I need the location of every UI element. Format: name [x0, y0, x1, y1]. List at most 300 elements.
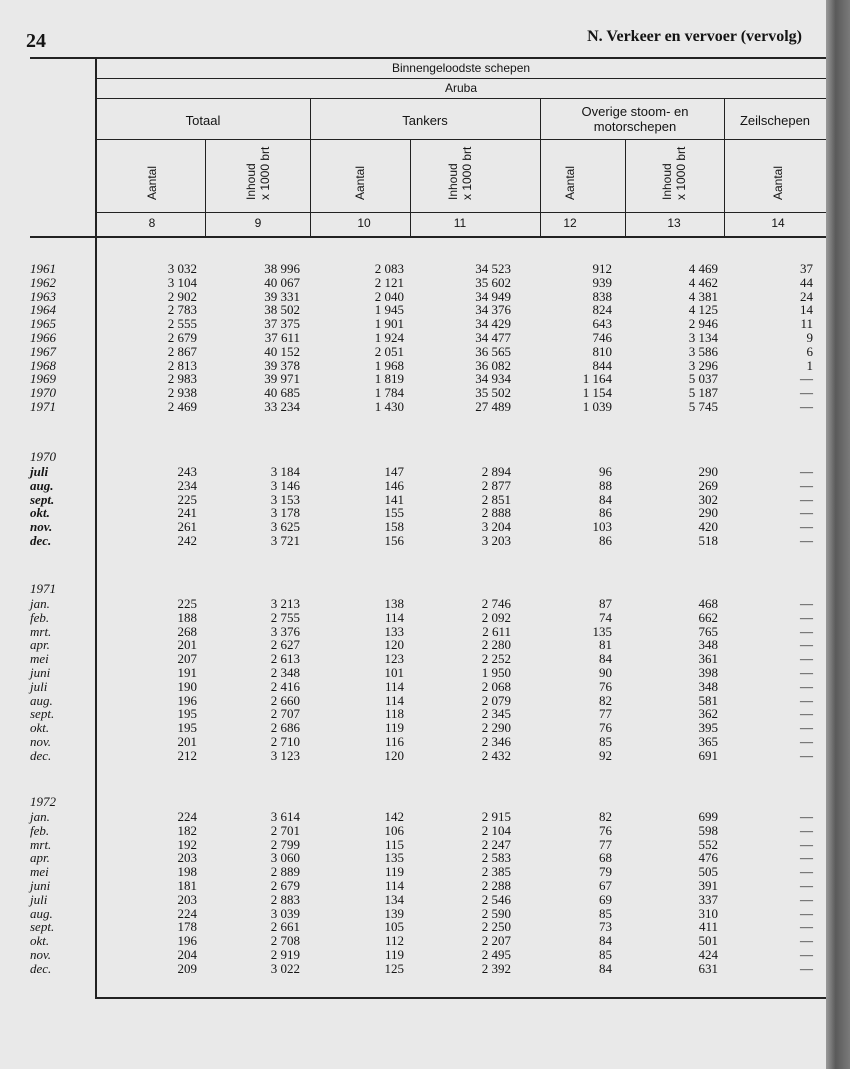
- table-cell: 2 613: [270, 651, 300, 667]
- table-cell: 3 184: [270, 464, 300, 479]
- table-cell: 74: [599, 609, 612, 625]
- table-cell: 2 707: [270, 706, 300, 722]
- column-label-line1: Inhoud: [244, 163, 258, 200]
- table-cell: 155: [384, 505, 404, 521]
- table-cell: 746: [592, 330, 612, 345]
- table-cell: —: [800, 491, 813, 507]
- row-label: sept.: [30, 706, 55, 722]
- table-cell: 3 134: [688, 330, 718, 345]
- row-label: mei: [30, 864, 49, 880]
- table-cell: 365: [698, 734, 718, 749]
- column-number: 14: [771, 216, 785, 230]
- table-cell: 337: [698, 891, 718, 907]
- row-label: juni: [30, 878, 51, 893]
- table-cell: 39 378: [264, 357, 300, 373]
- table-cell: 2 813: [167, 357, 197, 373]
- table-cell: 3 296: [688, 357, 718, 373]
- table-cell: 81: [599, 637, 612, 653]
- table-cell: 105: [384, 919, 404, 935]
- row-label: 1964: [30, 302, 56, 318]
- subgroup-header: Aruba: [444, 81, 478, 95]
- row-label: okt.: [30, 720, 50, 736]
- table-cell: 662: [698, 609, 718, 625]
- table-cell: 691: [698, 747, 718, 763]
- table-cell: 268: [177, 623, 197, 639]
- table-cell: —: [800, 678, 813, 694]
- page-number: 24: [26, 30, 46, 52]
- table-cell: 225: [177, 491, 197, 507]
- row-label: dec.: [30, 747, 52, 763]
- table-cell: 224: [177, 809, 197, 824]
- table-cell: 201: [177, 734, 197, 749]
- table-cell: 3 203: [481, 533, 511, 548]
- table-cell: 38 996: [264, 261, 300, 276]
- table-cell: 134: [384, 891, 404, 907]
- row-label: juli: [30, 678, 48, 694]
- table-cell: —: [800, 850, 813, 866]
- row-label: apr.: [30, 637, 50, 653]
- table-cell: 84: [599, 491, 612, 507]
- table-cell: 35 502: [475, 385, 511, 401]
- table-cell: —: [800, 836, 813, 852]
- table-cell: 391: [698, 878, 718, 893]
- table-cell: —: [800, 734, 813, 749]
- table-cell: —: [800, 371, 813, 387]
- table-cell: 476: [698, 850, 718, 866]
- row-label: nov.: [30, 947, 52, 962]
- table-cell: 33 234: [264, 399, 300, 414]
- table-cell: 699: [698, 809, 718, 824]
- table-cell: 2 889: [270, 864, 300, 880]
- table-cell: 36 082: [475, 357, 511, 373]
- table-cell: 69: [599, 891, 612, 907]
- table-cell: 810: [592, 343, 612, 359]
- table-cell: 5 745: [688, 399, 718, 414]
- block-heading: 1972: [30, 794, 56, 809]
- column-label-9: [244, 147, 272, 200]
- table-cell: 86: [599, 505, 612, 521]
- table-cell: 37 375: [264, 316, 300, 332]
- table-cell: 37 611: [264, 330, 300, 345]
- table-cell: 505: [698, 864, 718, 880]
- row-label: jan.: [30, 596, 50, 611]
- table-cell: 518: [698, 533, 718, 548]
- column-label-line2: x 1000 brt: [460, 146, 474, 200]
- table-cell: —: [800, 477, 813, 493]
- table-cell: 3 022: [270, 960, 300, 976]
- table-cell: 2 348: [270, 665, 300, 680]
- table-cell: 4 469: [688, 261, 718, 276]
- table-cell: 2 888: [481, 505, 511, 521]
- table-cell: 1 950: [481, 665, 511, 680]
- table-cell: 1 819: [374, 371, 404, 387]
- table-cell: 5 037: [688, 371, 718, 387]
- section-header-totaal: Totaal: [185, 113, 221, 128]
- table-cell: —: [800, 637, 813, 653]
- table-cell: 424: [698, 947, 718, 962]
- table-cell: 2 915: [481, 809, 511, 824]
- table-cell: 2 051: [374, 343, 404, 359]
- row-label: feb.: [30, 609, 50, 625]
- column-label-line2: x 1000 brt: [674, 146, 688, 200]
- table-cell: 2 679: [270, 878, 300, 893]
- table-cell: —: [800, 747, 813, 763]
- table-cell: 2 392: [481, 960, 511, 976]
- table-cell: 196: [177, 933, 197, 949]
- table-cell: 85: [599, 905, 612, 921]
- table-cell: 3 153: [270, 491, 300, 507]
- table-cell: 420: [698, 519, 718, 535]
- table-cell: 1 945: [374, 302, 404, 318]
- table-cell: 76: [599, 678, 612, 694]
- table-cell: 302: [698, 491, 718, 507]
- table-cell: 92: [599, 747, 612, 763]
- table-cell: 135: [592, 623, 612, 639]
- table-cell: 118: [384, 706, 404, 722]
- table-cell: 119: [384, 947, 404, 962]
- table-cell: —: [800, 919, 813, 935]
- table-cell: 158: [384, 519, 404, 535]
- table-cell: 2 079: [481, 692, 511, 708]
- table-cell: 501: [698, 933, 718, 949]
- table-cell: 2 851: [481, 491, 511, 507]
- table-cell: 88: [599, 477, 612, 493]
- table-cell: 116: [384, 734, 404, 749]
- table-cell: 3 123: [270, 747, 300, 763]
- table-cell: 120: [384, 637, 404, 653]
- table-cell: 195: [177, 706, 197, 722]
- column-number: 11: [453, 216, 467, 230]
- rule-col-2: [410, 139, 411, 236]
- table-cell: 824: [592, 302, 612, 318]
- table-cell: 14: [800, 302, 813, 318]
- row-label: 1969: [30, 371, 56, 387]
- table-cell: —: [800, 651, 813, 667]
- table-cell: 2 345: [481, 706, 511, 722]
- section-header-overige: Overige stoom- en motorschepen: [581, 104, 689, 134]
- table-cell: 138: [384, 596, 404, 611]
- row-label: 1967: [30, 343, 56, 359]
- row-label: 1966: [30, 330, 56, 345]
- rule-group: [96, 78, 826, 79]
- table-cell: 2 919: [270, 947, 300, 962]
- table-cell: —: [800, 905, 813, 921]
- table-cell: 2 346: [481, 734, 511, 749]
- table-cell: 34 523: [475, 261, 511, 276]
- table-cell: 84: [599, 651, 612, 667]
- table-cell: 552: [698, 836, 718, 852]
- table-cell: 34 934: [475, 371, 511, 387]
- table-cell: 198: [177, 864, 197, 880]
- table-cell: 2 250: [481, 919, 511, 935]
- table-cell: 196: [177, 692, 197, 708]
- table-cell: 2 783: [167, 302, 197, 318]
- table-cell: 581: [698, 692, 718, 708]
- table-cell: —: [800, 609, 813, 625]
- table-cell: 2 686: [270, 720, 300, 736]
- column-label-line1: Aantal: [563, 165, 577, 200]
- table-cell: 348: [698, 678, 718, 694]
- table-cell: 269: [698, 477, 718, 493]
- table-cell: 912: [592, 261, 612, 276]
- table-cell: 147: [384, 464, 404, 479]
- table-cell: 1 039: [582, 399, 612, 414]
- column-label-14: [771, 166, 785, 200]
- table-cell: 3 614: [270, 809, 300, 824]
- row-label: aug.: [30, 477, 54, 493]
- table-cell: 142: [384, 809, 404, 824]
- block-heading: 1971: [30, 581, 56, 596]
- table-cell: 939: [592, 274, 612, 290]
- row-label: okt.: [30, 933, 50, 949]
- table-cell: 40 152: [264, 343, 300, 359]
- table-cell: 190: [177, 678, 197, 694]
- table-cell: 2 627: [270, 637, 300, 653]
- table-cell: 3 060: [270, 850, 300, 866]
- table-cell: 1 968: [374, 357, 404, 373]
- table-cell: 125: [384, 960, 404, 976]
- row-label: jan.: [30, 809, 50, 824]
- table-cell: 395: [698, 720, 718, 736]
- table-cell: —: [800, 399, 813, 414]
- table-cell: 36 565: [475, 343, 511, 359]
- table-cell: 39 331: [264, 288, 300, 304]
- table-cell: 844: [592, 357, 612, 373]
- table-cell: 114: [384, 678, 404, 694]
- table-cell: 39 971: [264, 371, 300, 387]
- row-label: aug.: [30, 692, 53, 708]
- table-cell: 2 207: [481, 933, 511, 949]
- column-number: 10: [357, 216, 371, 230]
- column-number: 12: [563, 216, 577, 230]
- table-cell: 225: [177, 596, 197, 611]
- table-cell: —: [800, 692, 813, 708]
- rule-subgroup: [96, 98, 826, 99]
- table-cell: 362: [698, 706, 718, 722]
- table-cell: 2 092: [481, 609, 511, 625]
- table-cell: 34 376: [475, 302, 511, 318]
- table-cell: 1 430: [374, 399, 404, 414]
- table-cell: —: [800, 623, 813, 639]
- table-cell: 2 902: [167, 288, 197, 304]
- table-cell: 361: [698, 651, 718, 667]
- table-cell: 2 040: [374, 288, 404, 304]
- table-cell: 3 032: [167, 261, 197, 276]
- table-cell: 2 590: [481, 905, 511, 921]
- rule-stub: [95, 57, 97, 998]
- table-cell: 40 067: [264, 274, 300, 290]
- column-label-line1: Inhoud: [660, 163, 674, 200]
- table-cell: 2 280: [481, 637, 511, 653]
- table-cell: 141: [384, 491, 404, 507]
- table-cell: 40 685: [264, 385, 300, 401]
- table-cell: 2 710: [270, 734, 300, 749]
- table-cell: 2 611: [482, 623, 511, 639]
- table-cell: 77: [599, 836, 612, 852]
- table-cell: —: [800, 519, 813, 535]
- column-label-10: [353, 166, 367, 200]
- column-number: 13: [667, 216, 681, 230]
- table-cell: 120: [384, 747, 404, 763]
- row-label: 1971: [30, 399, 56, 414]
- table-cell: 2 799: [270, 836, 300, 852]
- table-cell: 103: [592, 519, 612, 535]
- row-label: 1970: [30, 385, 56, 401]
- column-label-line1: Aantal: [771, 165, 785, 200]
- table-cell: 2 708: [270, 933, 300, 949]
- table-cell: 114: [384, 692, 404, 708]
- column-label-12: [563, 166, 577, 200]
- table-cell: 114: [384, 609, 404, 625]
- column-number: 8: [148, 216, 156, 230]
- section-header-zeilschepen: Zeilschepen: [739, 113, 811, 128]
- column-label-line2: x 1000 brt: [258, 146, 272, 200]
- table-cell: 84: [599, 960, 612, 976]
- table-cell: 35 602: [475, 274, 511, 290]
- bleed-through-footnote: [100, 1003, 800, 1033]
- table-cell: 182: [177, 822, 197, 838]
- table-cell: —: [800, 891, 813, 907]
- table-cell: 261: [177, 519, 197, 535]
- table-cell: 79: [599, 864, 612, 880]
- table-cell: 11: [800, 316, 813, 332]
- column-label-line1: Inhoud: [446, 163, 460, 200]
- block-heading: 1970: [30, 449, 56, 464]
- table-cell: 201: [177, 637, 197, 653]
- row-label: okt.: [30, 505, 50, 521]
- table-cell: 156: [384, 533, 404, 548]
- column-label-line1: Aantal: [353, 165, 367, 200]
- table-cell: 310: [698, 905, 718, 921]
- table-cell: 203: [177, 850, 197, 866]
- table-cell: 2 946: [688, 316, 718, 332]
- table-cell: —: [800, 933, 813, 949]
- table-cell: 82: [599, 692, 612, 708]
- table-cell: 192: [177, 836, 197, 852]
- row-label: juni: [30, 665, 51, 680]
- table-cell: 209: [177, 960, 197, 976]
- table-cell: 114: [384, 878, 404, 893]
- rule-header-bottom: [30, 236, 826, 238]
- binding-edge: [826, 0, 850, 1069]
- table-cell: 3 376: [270, 623, 300, 639]
- table-cell: 76: [599, 822, 612, 838]
- table-cell: 135: [384, 850, 404, 866]
- column-label-8: [145, 166, 159, 200]
- table-cell: 2 121: [374, 274, 404, 290]
- table-cell: 119: [384, 864, 404, 880]
- column-label-13: [660, 147, 688, 200]
- table-cell: 101: [384, 665, 404, 680]
- table-cell: 2 432: [481, 747, 511, 763]
- table-cell: 2 583: [481, 850, 511, 866]
- table-cell: 1 901: [374, 316, 404, 332]
- table-cell: 85: [599, 947, 612, 962]
- table-cell: 2 983: [167, 371, 197, 387]
- row-label: mrt.: [30, 836, 52, 852]
- table-cell: 468: [698, 596, 718, 611]
- table-cell: 2 068: [481, 678, 511, 694]
- section-header-tankers: Tankers: [402, 113, 448, 128]
- table-cell: 2 894: [481, 464, 511, 479]
- table-cell: —: [800, 464, 813, 479]
- table-cell: 146: [384, 477, 404, 493]
- row-label: juli: [30, 891, 48, 907]
- table-cell: 76: [599, 720, 612, 736]
- table-cell: 2 247: [481, 836, 511, 852]
- rule-col-3: [625, 139, 626, 236]
- table-cell: 348: [698, 637, 718, 653]
- table-cell: 2 546: [481, 891, 511, 907]
- table-cell: —: [800, 960, 813, 976]
- table-cell: —: [800, 947, 813, 962]
- table-cell: 90: [599, 665, 612, 680]
- table-cell: 643: [592, 316, 612, 332]
- row-label: 1962: [30, 274, 56, 290]
- row-label: mrt.: [30, 623, 52, 639]
- rule-sec-2: [540, 98, 541, 236]
- table-cell: 34 949: [475, 288, 511, 304]
- table-cell: 84: [599, 933, 612, 949]
- table-cell: 2 555: [167, 316, 197, 332]
- table-cell: 133: [384, 623, 404, 639]
- table-cell: 112: [384, 933, 404, 949]
- table-cell: —: [800, 533, 813, 548]
- table-cell: 3 586: [688, 343, 718, 359]
- table-cell: 207: [177, 651, 197, 667]
- table-cell: 1 924: [374, 330, 404, 345]
- table-cell: 203: [177, 891, 197, 907]
- table-cell: 4 125: [688, 302, 718, 318]
- table-cell: 243: [177, 464, 197, 479]
- row-label: 1963: [30, 288, 56, 304]
- rule-bottom: [95, 997, 826, 999]
- table-cell: —: [800, 596, 813, 611]
- table-cell: 3 104: [167, 274, 197, 290]
- table-cell: 411: [698, 919, 718, 935]
- row-label: 1965: [30, 316, 56, 332]
- table-cell: 34 429: [475, 316, 511, 332]
- table-cell: 2 679: [167, 330, 197, 345]
- table-cell: 38 502: [264, 302, 300, 318]
- table-cell: 34 477: [475, 330, 511, 345]
- table-cell: 1 164: [582, 371, 612, 387]
- row-label: juli: [30, 464, 49, 479]
- table-cell: 212: [177, 747, 197, 763]
- row-label: sept.: [30, 491, 55, 507]
- table-cell: 2 385: [481, 864, 511, 880]
- table-cell: 3 039: [270, 905, 300, 921]
- table-cell: —: [800, 706, 813, 722]
- row-label: 1961: [30, 261, 56, 276]
- table-cell: 6: [806, 343, 813, 359]
- table-cell: 106: [384, 822, 404, 838]
- table-cell: 2 746: [481, 596, 511, 611]
- group-header: Binnengeloodste schepen: [391, 61, 531, 75]
- table-cell: 398: [698, 665, 718, 680]
- table-cell: 178: [177, 919, 197, 935]
- table-cell: 3 204: [481, 519, 511, 535]
- table-cell: 204: [177, 947, 197, 962]
- table-cell: —: [800, 822, 813, 838]
- table-cell: 2 883: [270, 891, 300, 907]
- table-cell: 87: [599, 596, 612, 611]
- table-cell: 2 701: [270, 822, 300, 838]
- table-cell: 2 288: [481, 878, 511, 893]
- table-cell: 77: [599, 706, 612, 722]
- table-cell: 37: [800, 261, 813, 276]
- row-label: aug.: [30, 905, 53, 921]
